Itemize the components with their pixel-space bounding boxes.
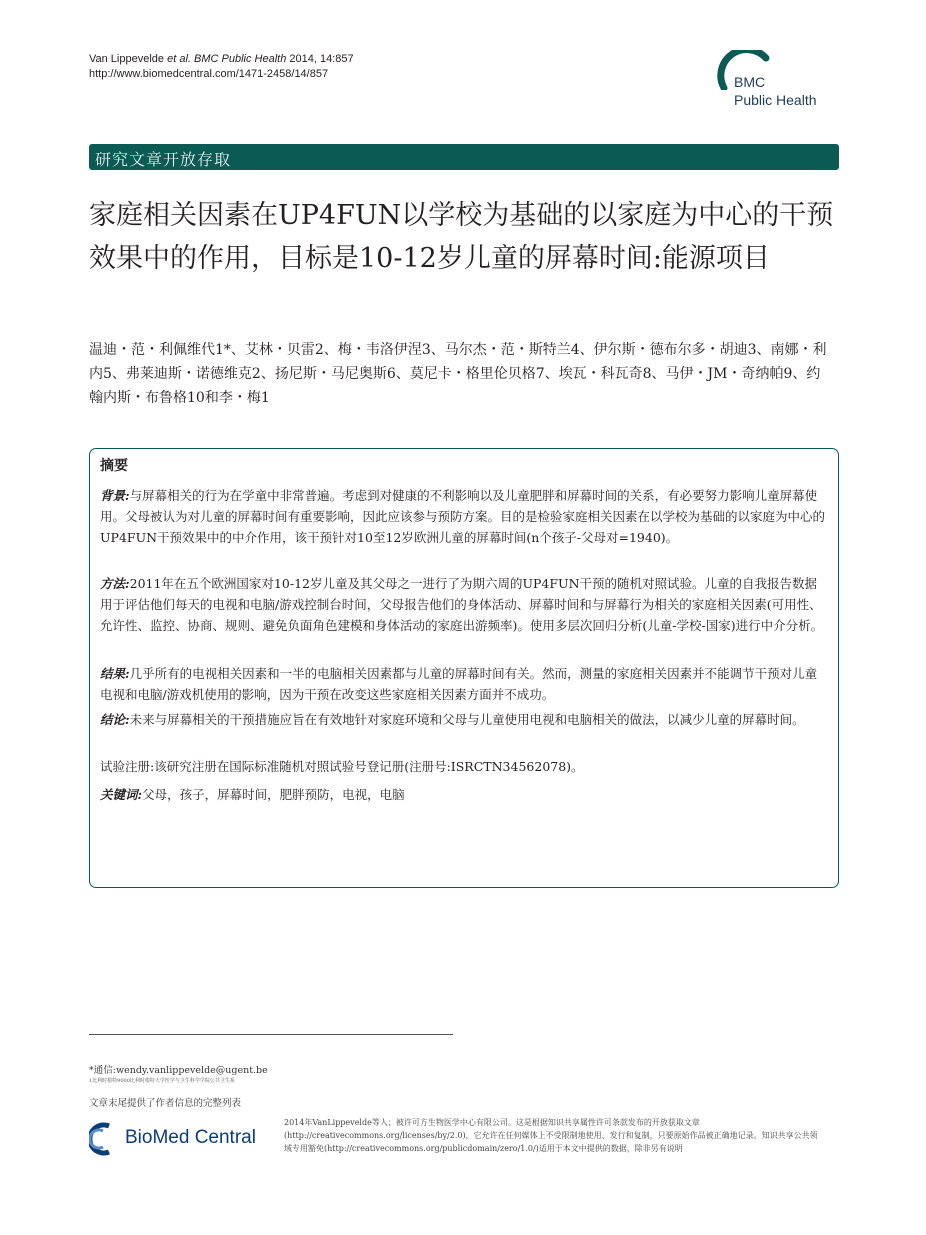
- footnote-divider: [89, 1034, 453, 1035]
- abstract-conclusions: [100, 709, 826, 730]
- article-title: 家庭相关因素在UP4FUN以学校为基础的以家庭为中心的干预效果中的作用，目标是10-12岁儿童的屏幕时间:能源项目: [89, 200, 834, 274]
- citation-ref: 2014, 14:857: [286, 53, 354, 65]
- abstract-box: [89, 448, 839, 888]
- article-type-band: [89, 144, 839, 170]
- abstract-keywords: [100, 784, 826, 805]
- header-citation: [89, 52, 354, 82]
- correspondence-email[interactable]: *通信:wendy.vanlippevelde@ugent.be: [89, 1065, 268, 1076]
- results-text: 几乎所有的电视相关因素和一半的电脑相关因素都与儿童的屏幕时间有关。然而，测量的家庭相关因素并不能调节干预对儿童电视和电脑/游戏机使用的影响，因为干预在改变这些家庭相关因素方面并不成功。: [100, 666, 818, 702]
- author-list: 温迪・范・利佩维代1*、艾林・贝雷2、梅・韦洛伊涅3、马尔杰・范・斯特兰4、伊尔斯・德布尔多・胡迪3、南娜・利内5、弗莱迪斯・诺德维克2、扬尼斯・马尼奥斯6、莫尼卡・格里伦贝格7、埃瓦・科瓦奇8、马伊・JM・奇纳帕9、约翰内斯・布鲁格10和李・梅1: [89, 342, 827, 406]
- citation-journal: et al. BMC Public Health: [167, 53, 287, 65]
- methods-text: 2011年在五个欧洲国家对10-12岁儿童及其父母之一进行了为期六周的UP4FUN干预的随机对照试验。儿童的自我报告数据用于评估他们每天的电视和电脑/游戏控制台时间，父母报告他们的身体活动、屏幕时间和与屏幕行为相关的家庭相关因素(可用性、允许性、监控、协商、规则、避免负面角色建模和身体活动的家庭出游频率)。使用多层次回归分析(儿童-学校-国家)进行中介分析。: [100, 576, 824, 633]
- biomed-central-logo: [89, 1122, 269, 1158]
- author-affiliation: 1比利时根特9000比利时根特大学医学与卫生科学学院公共卫生系: [89, 1078, 235, 1084]
- background-label: 背景:: [100, 488, 130, 503]
- background-text: 与屏幕相关的行为在学童中非常普遍。考虑到对健康的不利影响以及儿童肥胖和屏幕时间的关系，有必要努力影响儿童屏幕使用。父母被认为对儿童的屏幕时间有重要影响，因此应该参与预防方案。目的是检验家庭相关因素在以学校为基础的以家庭为中心的UP4FUN干预效果中的中介作用，该干预针对10至12岁欧洲儿童的屏幕时间(n个孩子-父母对=1940)。: [100, 488, 826, 545]
- logo-line1: BMC: [734, 74, 766, 90]
- bmc-public-health-logo: [716, 50, 846, 112]
- keywords-label: 关键词:: [100, 787, 143, 802]
- trial-registration: 试验注册:该研究注册在国际标准随机对照试验号登记册(注册号:ISRCTN34562078)。: [100, 759, 584, 774]
- publisher-name: BioMed Central: [125, 1127, 256, 1148]
- abstract-background: [100, 485, 826, 548]
- abstract-heading: 摘要: [100, 457, 128, 473]
- article-type-label: 研究文章开放存取: [95, 150, 232, 169]
- conclusions-text: 未来与屏幕相关的干预措施应旨在有效地针对家庭环境和父母与儿童使用电视和电脑相关的做法，以减少儿童的屏幕时间。: [129, 712, 805, 727]
- author-info-note: 文章末尾提供了作者信息的完整列表: [89, 1098, 242, 1109]
- abstract-methods: [100, 573, 826, 636]
- article-url[interactable]: http://www.biomedcentral.com/1471-2458/14/857: [89, 68, 329, 80]
- abstract-results: [100, 663, 826, 705]
- results-label: 结果:: [100, 666, 130, 681]
- conclusions-label: 结论:: [100, 712, 130, 727]
- citation-authors: Van Lippevelde: [89, 53, 168, 65]
- methods-label: 方法:: [100, 576, 130, 591]
- keywords-text: 父母，孩子，屏幕时间，肥胖预防，电视，电脑: [142, 787, 405, 802]
- logo-line2: Public Health: [734, 92, 817, 108]
- license-text: 2014年VanLippevelde等人；被许可方生物医学中心有限公司。这是根据知识共享属性许可条款发布的开放获取文章(http://creativecommons.org/licenses/by/2.0)，它允许在任何媒体上不受限制地使用、发行和复制，只要原始作品被正确地记录。知识共享公共领域专用豁免(http://creativecommons.org/publicdomain/zero/1.0/)适用于本文中提供的数据，除非另有说明: [284, 1118, 818, 1153]
- biomed-swoosh-icon: [89, 1122, 123, 1156]
